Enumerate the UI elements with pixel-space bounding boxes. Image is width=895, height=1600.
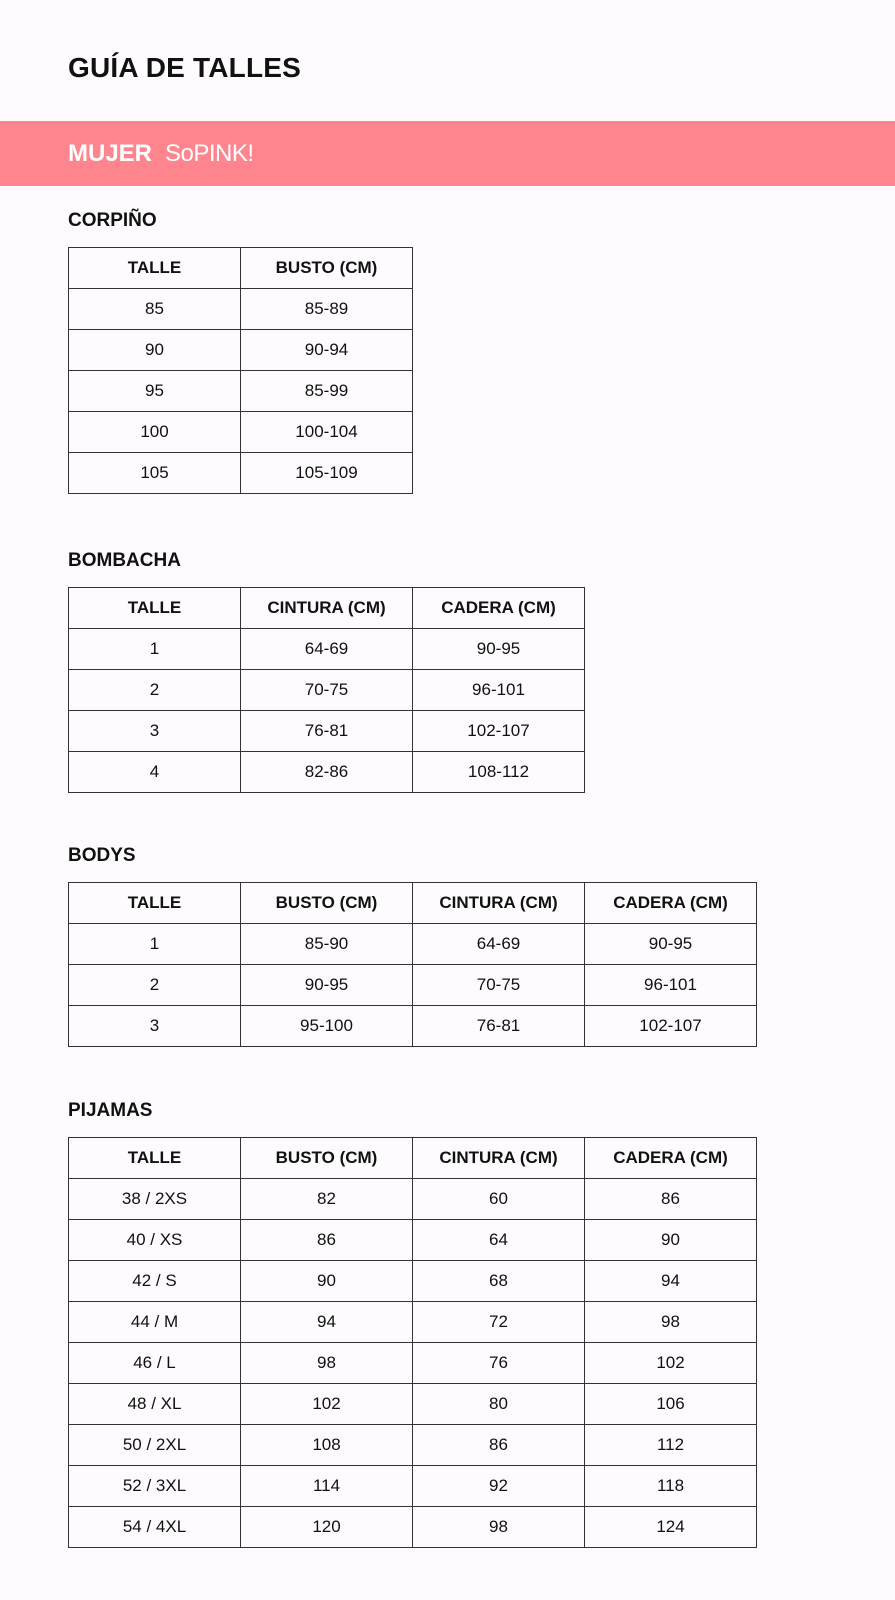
table-cell: 80 [413,1384,585,1425]
table-cell: 94 [241,1302,413,1343]
table-row [69,289,413,330]
table-cell: 85-89 [241,289,413,330]
category-banner [0,121,895,186]
table-row [69,924,757,965]
column-header: CINTURA (CM) [413,1138,585,1179]
table-cell: 42 / S [69,1261,241,1302]
table-cell: 102 [241,1384,413,1425]
column-header: CADERA (CM) [585,883,757,924]
table-cell: 95-100 [241,1006,413,1047]
table-cell: 82 [241,1179,413,1220]
table-cell: 90-95 [241,965,413,1006]
column-header: TALLE [69,588,241,629]
table-cell: 96-101 [585,965,757,1006]
table-cell: 112 [585,1425,757,1466]
table-cell: 52 / 3XL [69,1466,241,1507]
table-cell: 108-112 [413,752,585,793]
table-cell: 102-107 [585,1006,757,1047]
section-title: PIJAMAS [68,1100,153,1121]
table-cell: 70-75 [241,670,413,711]
table-row [69,1384,757,1425]
table-row [69,453,413,494]
table-row [69,711,585,752]
section-title: CORPIÑO [68,210,157,231]
table-cell: 60 [413,1179,585,1220]
table-row [69,1507,757,1548]
column-header: TALLE [69,248,241,289]
table-row [69,1220,757,1261]
table-cell: 90-95 [585,924,757,965]
table-cell: 38 / 2XS [69,1179,241,1220]
table-header-row [69,1138,757,1179]
section-pijamas [68,1097,757,1548]
column-header: BUSTO (CM) [241,883,413,924]
table-cell: 44 / M [69,1302,241,1343]
table-cell: 98 [413,1507,585,1548]
table-header-row [69,883,757,924]
table-row [69,965,757,1006]
table-cell: 85-90 [241,924,413,965]
table-cell: 76 [413,1343,585,1384]
table-cell: 95 [69,371,241,412]
table-cell: 100-104 [241,412,413,453]
table-cell: 90 [241,1261,413,1302]
table-cell: 98 [585,1302,757,1343]
table-cell: 82-86 [241,752,413,793]
section-title: BODYS [68,845,136,866]
size-table [68,247,413,494]
table-row [69,629,585,670]
table-cell: 70-75 [413,965,585,1006]
table-cell: 76-81 [413,1006,585,1047]
table-row [69,1261,757,1302]
table-cell: 102 [585,1343,757,1384]
table-cell: 98 [241,1343,413,1384]
table-row [69,670,585,711]
table-cell: 100 [69,412,241,453]
table-cell: 64-69 [241,629,413,670]
table-header-row [69,248,413,289]
table-row [69,412,413,453]
table-row [69,371,413,412]
table-cell: 106 [585,1384,757,1425]
table-cell: 105 [69,453,241,494]
table-cell: 102-107 [413,711,585,752]
table-cell: 94 [585,1261,757,1302]
column-header: CINTURA (CM) [241,588,413,629]
table-cell: 85 [69,289,241,330]
table-cell: 86 [241,1220,413,1261]
brand-logo: SoPINK! [165,139,254,167]
table-cell: 72 [413,1302,585,1343]
table-row [69,1466,757,1507]
size-table [68,882,757,1047]
column-header: CADERA (CM) [413,588,585,629]
table-cell: 76-81 [241,711,413,752]
table-cell: 90-95 [413,629,585,670]
section-bombacha [68,547,585,793]
table-cell: 118 [585,1466,757,1507]
table-cell: 4 [69,752,241,793]
table-cell: 3 [69,711,241,752]
table-row [69,1343,757,1384]
table-row [69,1425,757,1466]
banner-label: MUJER [68,139,153,167]
table-header-row [69,588,585,629]
table-cell: 85-99 [241,371,413,412]
page-title: GUÍA DE TALLES [68,52,302,83]
table-cell: 2 [69,670,241,711]
table-cell: 114 [241,1466,413,1507]
table-cell: 86 [413,1425,585,1466]
size-table [68,587,585,793]
table-cell: 46 / L [69,1343,241,1384]
table-cell: 108 [241,1425,413,1466]
table-cell: 68 [413,1261,585,1302]
column-header: TALLE [69,883,241,924]
table-cell: 1 [69,924,241,965]
section-title: BOMBACHA [68,550,181,571]
table-cell: 48 / XL [69,1384,241,1425]
table-row [69,1006,757,1047]
table-row [69,1179,757,1220]
section-corpino [68,207,413,494]
table-cell: 2 [69,965,241,1006]
column-header: CADERA (CM) [585,1138,757,1179]
table-cell: 3 [69,1006,241,1047]
column-header: BUSTO (CM) [241,1138,413,1179]
column-header: BUSTO (CM) [241,248,413,289]
table-cell: 96-101 [413,670,585,711]
table-row [69,1302,757,1343]
table-cell: 90 [69,330,241,371]
table-cell: 90 [585,1220,757,1261]
column-header: CINTURA (CM) [413,883,585,924]
table-row [69,752,585,793]
table-cell: 64 [413,1220,585,1261]
table-cell: 1 [69,629,241,670]
column-header: TALLE [69,1138,241,1179]
table-cell: 120 [241,1507,413,1548]
size-table [68,1137,757,1548]
table-cell: 40 / XS [69,1220,241,1261]
table-cell: 50 / 2XL [69,1425,241,1466]
table-cell: 64-69 [413,924,585,965]
table-cell: 90-94 [241,330,413,371]
table-row [69,330,413,371]
section-bodys [68,842,757,1047]
table-cell: 54 / 4XL [69,1507,241,1548]
table-cell: 86 [585,1179,757,1220]
table-cell: 105-109 [241,453,413,494]
table-cell: 92 [413,1466,585,1507]
table-cell: 124 [585,1507,757,1548]
